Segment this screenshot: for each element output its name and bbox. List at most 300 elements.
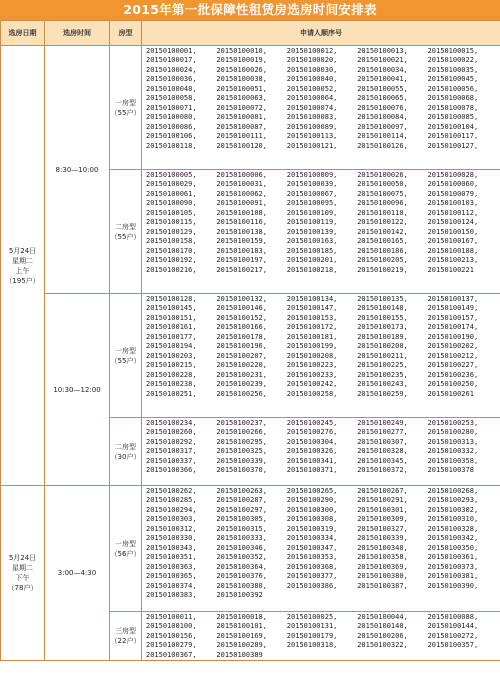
- type-count: （55户）: [110, 108, 141, 117]
- applicant-number: 20150100072,: [216, 103, 267, 112]
- applicant-number: 20150100031,: [216, 180, 267, 189]
- numbers-cell: [142, 170, 500, 294]
- applicant-number: 20150100370,: [216, 466, 267, 475]
- applicant-number: 20150100142,: [357, 227, 408, 236]
- applicant-number: 20150100036,: [146, 75, 197, 84]
- type-cell: [110, 294, 142, 418]
- applicant-number: 20150100260,: [146, 428, 197, 437]
- applicant-number: 20150100366,: [146, 466, 197, 475]
- applicant-number: 20150100334,: [286, 534, 338, 543]
- type-count: （22户）: [110, 637, 141, 646]
- applicant-number: 20150100267,: [357, 487, 408, 495]
- applicant-number: 20150100159,: [216, 237, 267, 246]
- applicant-number: 20150100112,: [427, 208, 479, 217]
- applicant-number: 20150100380,: [357, 572, 408, 581]
- numbers-cell: [142, 612, 500, 661]
- type-cell: [110, 418, 142, 486]
- applicant-number: 20150100167,: [427, 237, 479, 246]
- applicant-number: 20150100238,: [146, 380, 197, 389]
- applicant-number: 20150100295,: [216, 437, 267, 446]
- applicant-number: 20150100105,: [146, 208, 197, 217]
- type-label: 一房型: [115, 346, 136, 355]
- applicant-number: 20150100327,: [357, 524, 408, 533]
- applicant-number: 20150100131,: [286, 622, 338, 631]
- applicant-number: 20150100166,: [216, 323, 267, 332]
- date-label: 5月24日: [8, 246, 37, 255]
- applicant-number: 20150100206,: [357, 631, 408, 640]
- applicant-number: 20150100302,: [427, 505, 479, 514]
- applicant-number: 20150100208,: [286, 351, 338, 360]
- applicant-number: 20150100328,: [357, 447, 408, 456]
- applicant-number: 20150100310,: [427, 515, 479, 524]
- numbers-cell: [142, 294, 500, 418]
- applicant-number: 20150100144,: [427, 622, 479, 631]
- applicant-number: 20150100292,: [146, 437, 197, 446]
- applicant-number: 20150100233,: [286, 370, 338, 379]
- table-row: [1, 486, 500, 612]
- applicant-number: 20150100205,: [357, 256, 408, 265]
- applicant-number: 20150100040,: [286, 75, 338, 84]
- type-label: 二房型: [115, 222, 136, 231]
- applicant-number: 20150100115,: [146, 218, 197, 227]
- date-label: 5月24日: [8, 554, 37, 563]
- applicant-number: 20150100113,: [286, 132, 338, 141]
- applicant-number: 20150100337,: [146, 456, 197, 465]
- type-cell: [110, 46, 142, 170]
- applicant-number: 20150100183,: [216, 246, 267, 255]
- applicant-number: 20150100109,: [286, 208, 338, 217]
- applicant-number: 20150100038,: [216, 75, 267, 84]
- applicant-number: 20150100194,: [146, 342, 197, 351]
- applicant-number: 20150100212,: [427, 351, 479, 360]
- applicant-number: 20150100217,: [216, 265, 267, 274]
- applicant-number: 20150100319,: [286, 524, 338, 533]
- applicant-number: 20150100348,: [357, 543, 408, 552]
- applicant-number: 20150100155,: [357, 313, 408, 322]
- applicant-number: 20150100061,: [146, 189, 197, 198]
- applicant-number: 20150100114,: [357, 132, 408, 141]
- table-row: [1, 294, 500, 418]
- applicant-number: 20150100262,: [146, 487, 197, 495]
- applicant-number: 20150100220,: [216, 361, 267, 370]
- time-cell: 3:00—4:30: [45, 486, 110, 661]
- page-title: 2015年第一批保障性租赁房选房时间安排表: [0, 0, 500, 20]
- type-count: （55户）: [110, 232, 141, 241]
- applicant-number: 20150100122,: [357, 218, 408, 227]
- applicant-number: 20150100062,: [216, 189, 267, 198]
- applicant-number: 20150100009,: [286, 171, 338, 179]
- applicant-number: 20150100197,: [216, 256, 267, 265]
- applicant-number: 20150100029,: [146, 180, 197, 189]
- period-label: 上午: [15, 266, 30, 275]
- applicant-number: 20150100148,: [357, 304, 408, 313]
- applicant-number: 20150100189,: [357, 332, 408, 341]
- applicant-number: 20150100250,: [427, 380, 479, 389]
- applicant-number: 20150100076,: [357, 103, 408, 112]
- applicant-number: 20150100301,: [357, 505, 408, 514]
- applicant-number: 20150100372,: [357, 466, 408, 475]
- applicant-number: 20150100147,: [286, 304, 338, 313]
- applicant-number: 20150100339,: [216, 456, 267, 465]
- applicant-number: 20150100378: [427, 466, 474, 475]
- applicant-number: 20150100185,: [286, 246, 338, 255]
- applicant-number: 20150100179,: [286, 631, 338, 640]
- applicant-number: 20150100190,: [427, 332, 479, 341]
- applicant-number: 20150100165,: [357, 237, 408, 246]
- applicant-number: 20150100347,: [286, 543, 338, 552]
- applicant-number: 20150100067,: [286, 189, 338, 198]
- applicant-number: 20150100251,: [146, 389, 197, 398]
- applicant-number: 20150100207,: [216, 351, 267, 360]
- applicant-number: 20150100024,: [146, 65, 197, 74]
- applicant-number: 20150100332,: [427, 447, 479, 456]
- applicant-number: 20150100090,: [146, 199, 197, 208]
- applicant-number: 20150100374,: [146, 581, 197, 590]
- applicant-number: 20150100289,: [216, 641, 267, 650]
- applicant-number: 20150100225,: [357, 361, 408, 370]
- applicant-number: 20150100169,: [216, 631, 267, 640]
- header-row: [1, 21, 500, 46]
- applicant-number: 20150100218,: [286, 265, 338, 274]
- applicant-number: 20150100287,: [216, 496, 267, 505]
- applicant-number: 20150100111,: [216, 132, 267, 141]
- household-count: （78户）: [7, 584, 38, 593]
- applicant-number: 20150100086,: [146, 122, 197, 131]
- header-type: 房型: [110, 21, 142, 46]
- applicant-number: 20150100120,: [216, 141, 267, 150]
- numbers-grid: [146, 487, 498, 600]
- applicant-number: 20150100140,: [357, 622, 408, 631]
- numbers-cell: [142, 46, 500, 170]
- applicant-number: 20150100063,: [216, 94, 267, 103]
- applicant-number: 20150100158,: [146, 237, 197, 246]
- applicant-number: 20150100089,: [286, 122, 338, 131]
- applicant-number: 20150100369,: [357, 562, 408, 571]
- applicant-number: 20150100083,: [286, 113, 338, 122]
- numbers-grid: [146, 47, 498, 151]
- applicant-number: 20150100174,: [427, 323, 479, 332]
- applicant-number: 20150100085,: [427, 113, 479, 122]
- type-count: （55户）: [110, 356, 141, 365]
- applicant-number: 20150100346,: [216, 543, 267, 552]
- applicant-number: 20150100313,: [427, 437, 479, 446]
- applicant-number: 20150100234,: [146, 419, 197, 427]
- applicant-number: 20150100103,: [427, 199, 479, 208]
- applicant-number: 20150100091,: [216, 199, 267, 208]
- applicant-number: 20150100383,: [146, 590, 197, 599]
- applicant-number: 20150100326,: [286, 447, 338, 456]
- applicant-number: 20150100013,: [357, 47, 408, 55]
- applicant-number: 20150100353,: [286, 553, 338, 562]
- applicant-number: 20150100163,: [286, 237, 338, 246]
- numbers-grid: [146, 613, 498, 660]
- applicant-number: 20150100307,: [357, 437, 408, 446]
- applicant-number: 20150100025,: [286, 613, 338, 621]
- applicant-number: 20150100341,: [286, 456, 338, 465]
- applicant-number: 20150100135,: [357, 295, 408, 303]
- applicant-number: 20150100276,: [286, 428, 338, 437]
- applicant-number: 20150100253,: [427, 419, 479, 427]
- applicant-number: 20150100181,: [286, 332, 338, 341]
- applicant-number: 20150100236,: [427, 370, 479, 379]
- applicant-number: 20150100266,: [216, 428, 267, 437]
- type-label: 一房型: [115, 98, 136, 107]
- applicant-number: 20150100146,: [216, 304, 267, 313]
- applicant-number: 20150100021,: [357, 56, 408, 65]
- applicant-number: 20150100312,: [146, 524, 197, 533]
- applicant-number: 20150100258,: [286, 389, 338, 398]
- weekday-label: 星期二: [12, 256, 33, 265]
- applicant-number: 20150100119,: [286, 218, 338, 227]
- applicant-number: 20150100022,: [427, 56, 479, 65]
- applicant-number: 20150100371,: [286, 466, 338, 475]
- applicant-number: 20150100019,: [216, 56, 267, 65]
- date-cell-morning: [1, 46, 45, 486]
- applicant-number: 20150100018,: [216, 613, 267, 621]
- type-count: （30户）: [110, 452, 141, 461]
- applicant-number: 20150100081,: [216, 113, 267, 122]
- applicant-number: 20150100293,: [427, 496, 479, 505]
- applicant-number: 20150100068,: [427, 94, 479, 103]
- applicant-number: 20150100088,: [427, 613, 479, 621]
- applicant-number: 20150100139,: [286, 227, 338, 236]
- applicant-number: 20150100104,: [427, 122, 479, 131]
- applicant-number: 20150100132,: [216, 295, 267, 303]
- applicant-number: 20150100377,: [286, 572, 338, 581]
- applicant-number: 20150100188,: [427, 246, 479, 255]
- applicant-number: 20150100303,: [146, 515, 197, 524]
- applicant-number: 20150100048,: [146, 84, 197, 93]
- weekday-label: 星期二: [12, 564, 33, 573]
- applicant-number: 20150100084,: [357, 113, 408, 122]
- applicant-number: 20150100173,: [357, 323, 408, 332]
- numbers-grid: [146, 419, 498, 476]
- applicant-number: 20150100001,: [146, 47, 197, 55]
- applicant-number: 20150100200,: [357, 342, 408, 351]
- applicant-number: 20150100203,: [146, 351, 197, 360]
- applicant-number: 20150100365,: [146, 572, 197, 581]
- applicant-number: 20150100386,: [286, 581, 338, 590]
- applicant-number: 20150100277,: [357, 428, 408, 437]
- applicant-number: 20150100294,: [146, 505, 197, 514]
- applicant-number: 20150100325,: [216, 447, 267, 456]
- applicant-number: 20150100110,: [357, 208, 408, 217]
- applicant-number: 20150100035,: [427, 65, 479, 74]
- applicant-number: 20150100339,: [357, 534, 408, 543]
- applicant-number: 20150100297,: [216, 505, 267, 514]
- applicant-number: 20150100052,: [286, 84, 338, 93]
- applicant-number: 20150100196,: [216, 342, 267, 351]
- applicant-number: 20150100071,: [146, 103, 197, 112]
- applicant-number: 20150100231,: [216, 370, 267, 379]
- applicant-number: 20150100192,: [146, 256, 197, 265]
- applicant-number: 20150100373,: [427, 562, 479, 571]
- applicant-number: 20150100256,: [216, 389, 267, 398]
- applicant-number: 20150100108,: [216, 208, 267, 217]
- applicant-number: 20150100010,: [216, 47, 267, 55]
- applicant-number: 20150100117,: [427, 132, 479, 141]
- table-row: [1, 46, 500, 170]
- applicant-number: 20150100150,: [427, 227, 479, 236]
- applicant-number: 20150100328,: [427, 524, 479, 533]
- applicant-number: 20150100127,: [427, 141, 479, 150]
- applicant-number: 20150100087,: [216, 122, 267, 131]
- applicant-number: 20150100245,: [286, 419, 338, 427]
- applicant-number: 20150100235,: [357, 370, 408, 379]
- applicant-number: 20150100106,: [146, 132, 197, 141]
- applicant-number: 20150100012,: [286, 47, 338, 55]
- applicant-number: 20150100075,: [357, 189, 408, 198]
- header-time: 选房时间: [45, 21, 110, 46]
- applicant-number: 20150100352,: [216, 553, 267, 562]
- time-cell: 8:30—10:00: [45, 46, 110, 294]
- applicant-number: 20150100178,: [216, 332, 267, 341]
- applicant-number: 20150100315,: [216, 524, 267, 533]
- applicant-number: 20150100305,: [216, 515, 267, 524]
- type-label: 一房型: [115, 539, 136, 548]
- applicant-number: 20150100350,: [427, 543, 479, 552]
- applicant-number: 20150100216,: [146, 265, 197, 274]
- applicant-number: 20150100376,: [216, 572, 267, 581]
- applicant-number: 20150100149,: [427, 304, 479, 313]
- type-cell: [110, 612, 142, 661]
- applicant-number: 20150100064,: [286, 94, 338, 103]
- applicant-number: 20150100026,: [357, 171, 408, 179]
- applicant-number: 20150100300,: [286, 505, 338, 514]
- applicant-number: 20150100128,: [146, 295, 197, 303]
- applicant-number: 20150100265,: [286, 487, 338, 495]
- applicant-number: 20150100152,: [216, 313, 267, 322]
- applicant-number: 20150100363,: [146, 562, 197, 571]
- applicant-number: 20150100333,: [216, 534, 267, 543]
- numbers-cell: [142, 486, 500, 612]
- applicant-number: 20150100186,: [357, 246, 408, 255]
- time-cell: 10:30—12:00: [45, 294, 110, 486]
- applicant-number: 20150100268,: [427, 487, 479, 495]
- applicant-number: 20150100272,: [427, 631, 479, 640]
- header-numbers: 申请人顺序号: [142, 21, 500, 46]
- applicant-number: 20150100345,: [357, 456, 408, 465]
- applicant-number: 20150100358,: [357, 553, 408, 562]
- type-cell: [110, 486, 142, 612]
- applicant-number: 20150100387,: [357, 581, 408, 590]
- applicant-number: 20150100342,: [427, 534, 479, 543]
- schedule-table: [0, 20, 500, 661]
- applicant-number: 20150100177,: [146, 332, 197, 341]
- type-label: 二房型: [115, 442, 136, 451]
- applicant-number: 20150100304,: [286, 437, 338, 446]
- applicant-number: 20150100039,: [286, 180, 338, 189]
- applicant-number: 20150100034,: [357, 65, 408, 74]
- applicant-number: 20150100202,: [427, 342, 479, 351]
- applicant-number: 20150100237,: [216, 419, 267, 427]
- applicant-number: 20150100223,: [286, 361, 338, 370]
- applicant-number: 20150100011,: [146, 613, 197, 621]
- applicant-number: 20150100381,: [427, 572, 479, 581]
- applicant-number: 20150100172,: [286, 323, 338, 332]
- numbers-grid: [146, 295, 498, 399]
- applicant-number: 20150100221: [427, 265, 474, 274]
- applicant-number: 20150100201,: [286, 256, 338, 265]
- applicant-number: 20150100041,: [357, 75, 408, 84]
- applicant-number: 20150100215,: [146, 361, 197, 370]
- household-count: （195户）: [5, 276, 40, 285]
- applicant-number: 20150100056,: [427, 84, 479, 93]
- applicant-number: 20150100060,: [427, 180, 479, 189]
- applicant-number: 20150100065,: [357, 94, 408, 103]
- applicant-number: 20150100351,: [146, 553, 197, 562]
- applicant-number: 20150100051,: [216, 84, 267, 93]
- applicant-number: 20150100228,: [146, 370, 197, 379]
- applicant-number: 20150100322,: [357, 641, 408, 650]
- applicant-number: 20150100368,: [286, 562, 338, 571]
- applicant-number: 20150100157,: [427, 313, 479, 322]
- applicant-number: 20150100121,: [286, 141, 338, 150]
- applicant-number: 20150100364,: [216, 562, 267, 571]
- applicant-number: 20150100153,: [286, 313, 338, 322]
- applicant-number: 20150100213,: [427, 256, 479, 265]
- applicant-number: 20150100280,: [427, 428, 479, 437]
- applicant-number: 20150100017,: [146, 56, 197, 65]
- applicant-number: 20150100050,: [357, 180, 408, 189]
- applicant-number: 20150100290,: [286, 496, 338, 505]
- applicant-number: 20150100045,: [427, 75, 479, 84]
- applicant-number: 20150100095,: [286, 199, 338, 208]
- applicant-number: 20150100263,: [216, 487, 267, 495]
- applicant-number: 20150100156,: [146, 631, 197, 640]
- applicant-number: 20150100318,: [286, 641, 338, 650]
- applicant-number: 20150100058,: [146, 94, 197, 103]
- applicant-number: 20150100044,: [357, 613, 408, 621]
- applicant-number: 20150100118,: [146, 141, 197, 150]
- applicant-number: 20150100028,: [427, 171, 479, 179]
- applicant-number: 20150100361,: [427, 553, 479, 562]
- applicant-number: 20150100219,: [357, 265, 408, 274]
- applicant-number: 20150100367,: [146, 650, 197, 659]
- applicant-number: 20150100005,: [146, 171, 197, 179]
- period-label: 下午: [15, 574, 30, 583]
- applicant-number: 20150100243,: [357, 380, 408, 389]
- applicant-number: 20150100291,: [357, 496, 408, 505]
- applicant-number: 20150100161,: [146, 323, 197, 332]
- applicant-number: 20150100145,: [146, 304, 197, 313]
- applicant-number: 20150100080,: [146, 113, 197, 122]
- applicant-number: 20150100249,: [357, 419, 408, 427]
- applicant-number: 20150100358,: [427, 456, 479, 465]
- applicant-number: 20150100137,: [427, 295, 479, 303]
- applicant-number: 20150100357,: [427, 641, 479, 650]
- applicant-number: 20150100330,: [146, 534, 197, 543]
- applicant-number: 20150100309,: [357, 515, 408, 524]
- applicant-number: 20150100308,: [286, 515, 338, 524]
- applicant-number: 20150100392: [216, 590, 263, 599]
- applicant-number: 20150100129,: [146, 227, 197, 236]
- applicant-number: 20150100116,: [216, 218, 267, 227]
- applicant-number: 20150100078,: [427, 103, 479, 112]
- applicant-number: 20150100261: [427, 389, 474, 398]
- applicant-number: 20150100239,: [216, 380, 267, 389]
- applicant-number: 20150100097,: [357, 122, 408, 131]
- applicant-number: 20150100126,: [357, 141, 408, 150]
- applicant-number: 20150100380,: [216, 581, 267, 590]
- applicant-number: 20150100279,: [146, 641, 197, 650]
- applicant-number: 20150100006,: [216, 171, 267, 179]
- applicant-number: 20150100100,: [146, 622, 197, 631]
- applicant-number: 20150100124,: [427, 218, 479, 227]
- applicant-number: 20150100134,: [286, 295, 338, 303]
- date-cell-afternoon: [1, 486, 45, 661]
- applicant-number: 20150100227,: [427, 361, 479, 370]
